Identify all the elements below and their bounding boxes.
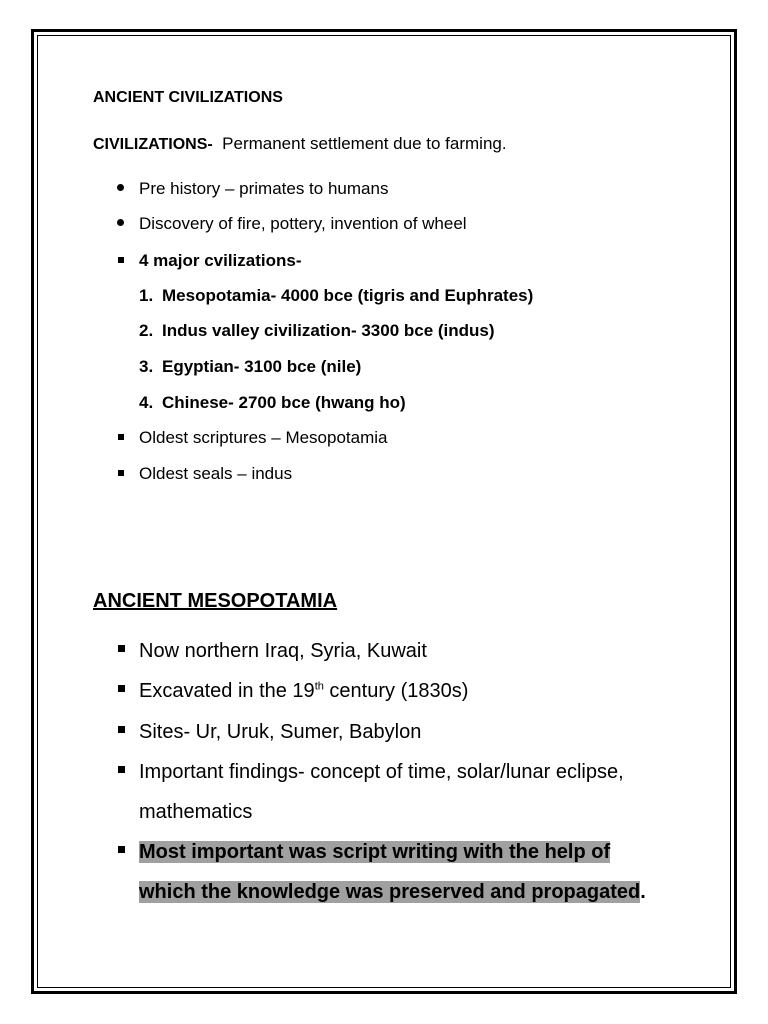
list-item-text: 4 major cvilizations- [139,251,302,270]
item-text: Mesopotamia- 4000 bce (tigris and Euphrates) [162,286,534,305]
definition-text: Permanent settlement due to farming. [222,134,507,153]
list-item-major-civilizations [116,251,302,271]
bullet-square-icon [118,846,125,853]
bullet-square-icon [118,645,125,652]
civilizations-definition [93,134,507,154]
list-item-text: Now northern Iraq, Syria, Kuwait [139,640,427,662]
bullet-square-icon [118,766,125,773]
meso-item-location [116,631,427,671]
list-item-prehistory [116,179,388,199]
bullet-square-icon [118,726,125,733]
title-ancient-mesopotamia: ANCIENT MESOPOTAMIA [93,590,338,612]
numbered-item-indus [139,321,495,341]
superscript: th [314,680,324,693]
list-item-discovery [116,214,467,234]
list-item-text: Important findings- concept of time, solar/lunar eclipse, mathematics [139,761,624,823]
item-number: 4. [139,393,154,412]
bullet-square-icon [118,470,124,476]
list-item-text: Most important was script writing with the help of which the knowledge was preserved and propagated. [139,841,646,903]
highlighted-text: Most important was script writing with the help of [139,841,611,863]
meso-item-excavated [116,671,468,711]
list-item-text: Discovery of fire, pottery, invention of wheel [139,214,467,233]
list-item-text: Oldest seals – indus [139,464,293,483]
numbered-item-egyptian [139,357,361,377]
bullet-dot-icon [117,184,124,191]
item-number: 2. [139,321,154,340]
list-item-text: Sites- Ur, Uruk, Sumer, Babylon [139,721,422,743]
bullet-square-icon [118,257,124,263]
item-text: Indus valley civilization- 3300 bce (indus) [162,321,495,340]
numbered-item-mesopotamia [139,286,533,306]
numbered-item-chinese [139,393,406,413]
bullet-dot-icon [117,219,124,226]
item-text: Egyptian- 3100 bce (nile) [162,357,362,376]
meso-item-sites [116,712,421,752]
title-ancient-civilizations: ANCIENT CIVILIZATIONS [93,89,283,106]
list-item-text: Pre history – primates to humans [139,179,389,198]
meso-item-findings [116,752,624,832]
bullet-square-icon [118,685,125,692]
item-number: 1. [139,286,154,305]
list-item-oldest-seals [116,464,292,484]
meso-item-script-writing [116,832,646,912]
item-number: 3. [139,357,154,376]
highlighted-text: which the knowledge was preserved and propagated [139,881,641,903]
item-text: Chinese- 2700 bce (hwang ho) [162,393,406,412]
definition-term: CIVILIZATIONS- [93,136,213,153]
bullet-square-icon [118,434,124,440]
list-item-text: Excavated in the 19th century (1830s) [139,680,469,702]
list-item-text: Oldest scriptures – Mesopotamia [139,428,388,447]
list-item-oldest-scriptures [116,428,388,448]
